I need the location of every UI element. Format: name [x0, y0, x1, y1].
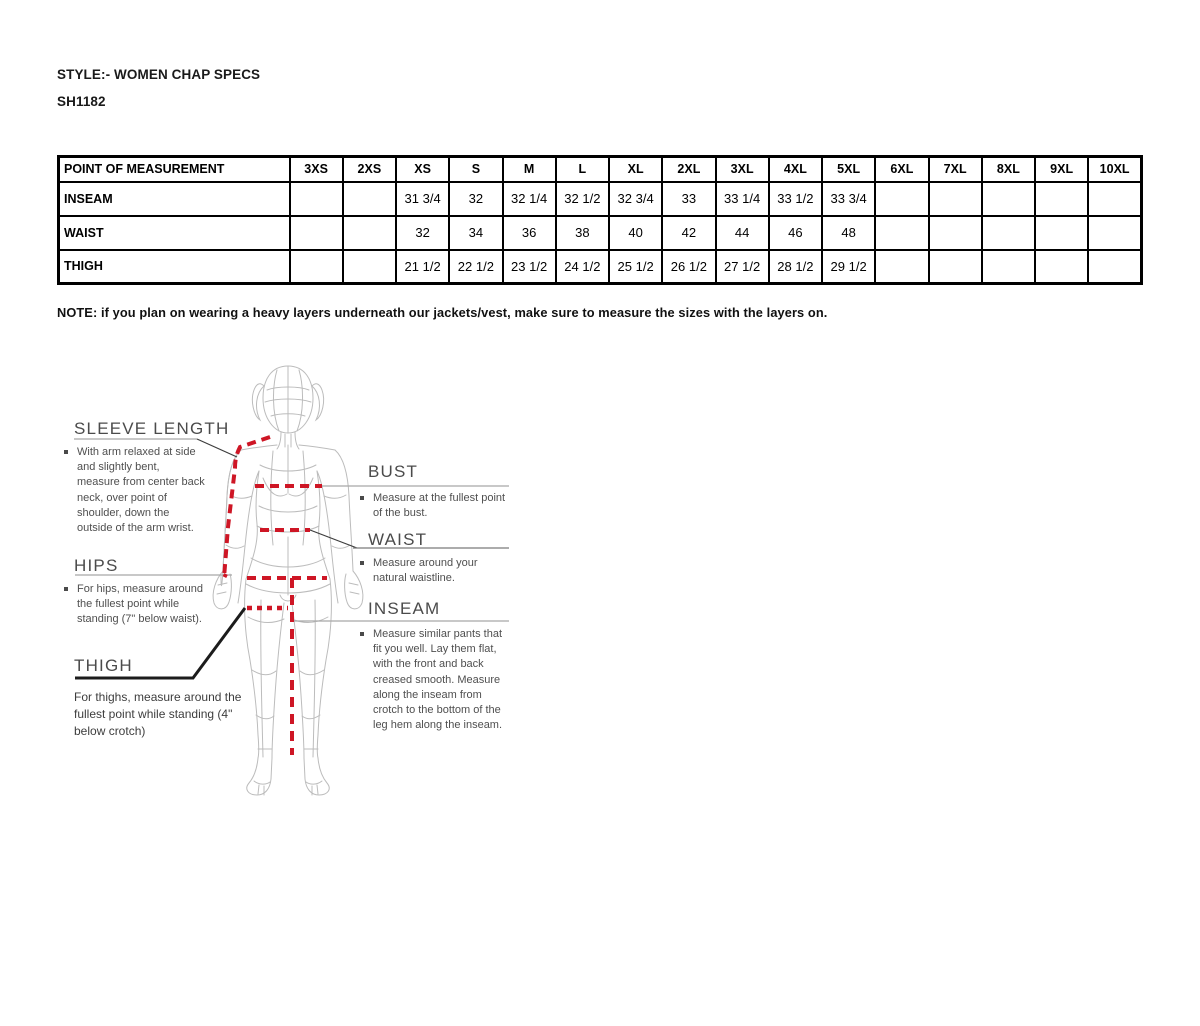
size-value-cell: 42	[662, 216, 715, 250]
document-header	[57, 62, 260, 115]
hips-description	[64, 582, 209, 628]
inseam-heading: INSEAM	[368, 599, 441, 618]
size-value-cell	[1035, 216, 1088, 250]
table-row	[59, 182, 1142, 216]
hips-body: For hips, measure around the fullest point while standing (7" below waist).	[77, 583, 203, 626]
size-value-cell: 44	[716, 216, 769, 250]
size-value-cell	[1088, 216, 1141, 250]
size-value-cell: 34	[449, 216, 502, 250]
row-label: THIGH	[59, 250, 290, 284]
size-value-cell: 21 1/2	[396, 250, 449, 284]
sleeve-length-body: With arm relaxed at side and slightly bent, measure from center back neck, over point of shoulder, down the outside of the arm wrist.	[77, 446, 205, 535]
size-value-cell	[343, 182, 396, 216]
bullet-icon	[360, 496, 364, 500]
size-value-cell	[290, 250, 343, 284]
size-value-cell: 32 3/4	[609, 182, 662, 216]
col-header-size: S	[449, 157, 502, 182]
col-header-size: 5XL	[822, 157, 875, 182]
size-value-cell: 23 1/2	[503, 250, 556, 284]
row-label: WAIST	[59, 216, 290, 250]
size-spec-table	[57, 155, 1143, 285]
size-value-cell	[875, 250, 928, 284]
size-value-cell: 33	[662, 182, 715, 216]
size-value-cell: 29 1/2	[822, 250, 875, 284]
size-value-cell	[1088, 250, 1141, 284]
size-value-cell	[1035, 250, 1088, 284]
size-value-cell: 48	[822, 216, 875, 250]
bust-heading: BUST	[368, 462, 419, 481]
table-row	[59, 216, 1142, 250]
col-header-size: 10XL	[1088, 157, 1141, 182]
size-value-cell: 36	[503, 216, 556, 250]
table-row	[59, 250, 1142, 284]
col-header-size: L	[556, 157, 609, 182]
col-header-size: 3XL	[716, 157, 769, 182]
bullet-icon	[360, 632, 364, 636]
col-header-size: XL	[609, 157, 662, 182]
hips-heading: HIPS	[74, 556, 119, 575]
waist-body: Measure around your natural waistline.	[373, 557, 478, 585]
bust-body: Measure at the fullest point of the bust.	[373, 492, 506, 520]
bullet-icon	[64, 587, 68, 591]
style-number: SH1182	[57, 93, 106, 109]
size-value-cell: 32 1/2	[556, 182, 609, 216]
size-value-cell	[982, 250, 1035, 284]
size-value-cell: 46	[769, 216, 822, 250]
size-value-cell	[1088, 182, 1141, 216]
col-header-size: M	[503, 157, 556, 182]
size-value-cell: 26 1/2	[662, 250, 715, 284]
col-header-size: XS	[396, 157, 449, 182]
inseam-description	[360, 627, 512, 733]
sleeve-length-heading: SLEEVE LENGTH	[74, 419, 230, 438]
size-value-cell	[343, 250, 396, 284]
size-value-cell	[290, 182, 343, 216]
waist-leader-line	[310, 530, 357, 548]
size-value-cell: 28 1/2	[769, 250, 822, 284]
col-header-size: 2XL	[662, 157, 715, 182]
size-value-cell: 33 1/2	[769, 182, 822, 216]
size-value-cell: 32 1/4	[503, 182, 556, 216]
measurement-diagram	[60, 345, 580, 815]
col-header-point-of-measurement: POINT OF MEASUREMENT	[59, 157, 290, 182]
col-header-size: 7XL	[929, 157, 982, 182]
style-title: STYLE:- WOMEN CHAP SPECS	[57, 67, 261, 82]
size-table-header-row	[59, 157, 1142, 182]
note-text: NOTE: if you plan on wearing a heavy layers underneath our jackets/vest, make sure to measure the sizes with the layers on.	[57, 305, 828, 320]
col-header-size: 4XL	[769, 157, 822, 182]
size-value-cell: 31 3/4	[396, 182, 449, 216]
size-value-cell	[343, 216, 396, 250]
size-value-cell: 38	[556, 216, 609, 250]
size-value-cell: 32	[449, 182, 502, 216]
size-value-cell	[290, 216, 343, 250]
size-value-cell: 27 1/2	[716, 250, 769, 284]
thigh-heading: THIGH	[74, 656, 133, 675]
col-header-size: 6XL	[875, 157, 928, 182]
size-value-cell	[982, 216, 1035, 250]
size-value-cell	[929, 182, 982, 216]
inseam-body: Measure similar pants that fit you well. Lay them flat, with the front and back creased smooth. Measure along the inseam from crotch to the bottom of the leg hem along the inseam.	[373, 628, 503, 732]
sleeve-length-description	[64, 445, 205, 536]
row-label: INSEAM	[59, 182, 290, 216]
size-value-cell	[929, 250, 982, 284]
size-value-cell: 32	[396, 216, 449, 250]
size-value-cell	[875, 182, 928, 216]
size-value-cell	[982, 182, 1035, 216]
size-value-cell: 22 1/2	[449, 250, 502, 284]
waist-heading: WAIST	[368, 530, 428, 549]
col-header-size: 2XS	[343, 157, 396, 182]
size-value-cell	[875, 216, 928, 250]
col-header-size: 9XL	[1035, 157, 1088, 182]
bullet-icon	[64, 450, 68, 454]
waist-description	[360, 556, 508, 586]
size-value-cell: 24 1/2	[556, 250, 609, 284]
size-value-cell: 33 3/4	[822, 182, 875, 216]
size-value-cell: 33 1/4	[716, 182, 769, 216]
thigh-description	[74, 689, 242, 740]
size-value-cell: 40	[609, 216, 662, 250]
size-value-cell	[1035, 182, 1088, 216]
thigh-body: For thighs, measure around the fullest point while standing (4" below crotch)	[74, 690, 242, 738]
col-header-size: 3XS	[290, 157, 343, 182]
col-header-size: 8XL	[982, 157, 1035, 182]
size-value-cell	[929, 216, 982, 250]
bullet-icon	[360, 561, 364, 565]
bust-description	[360, 491, 508, 521]
size-value-cell: 25 1/2	[609, 250, 662, 284]
